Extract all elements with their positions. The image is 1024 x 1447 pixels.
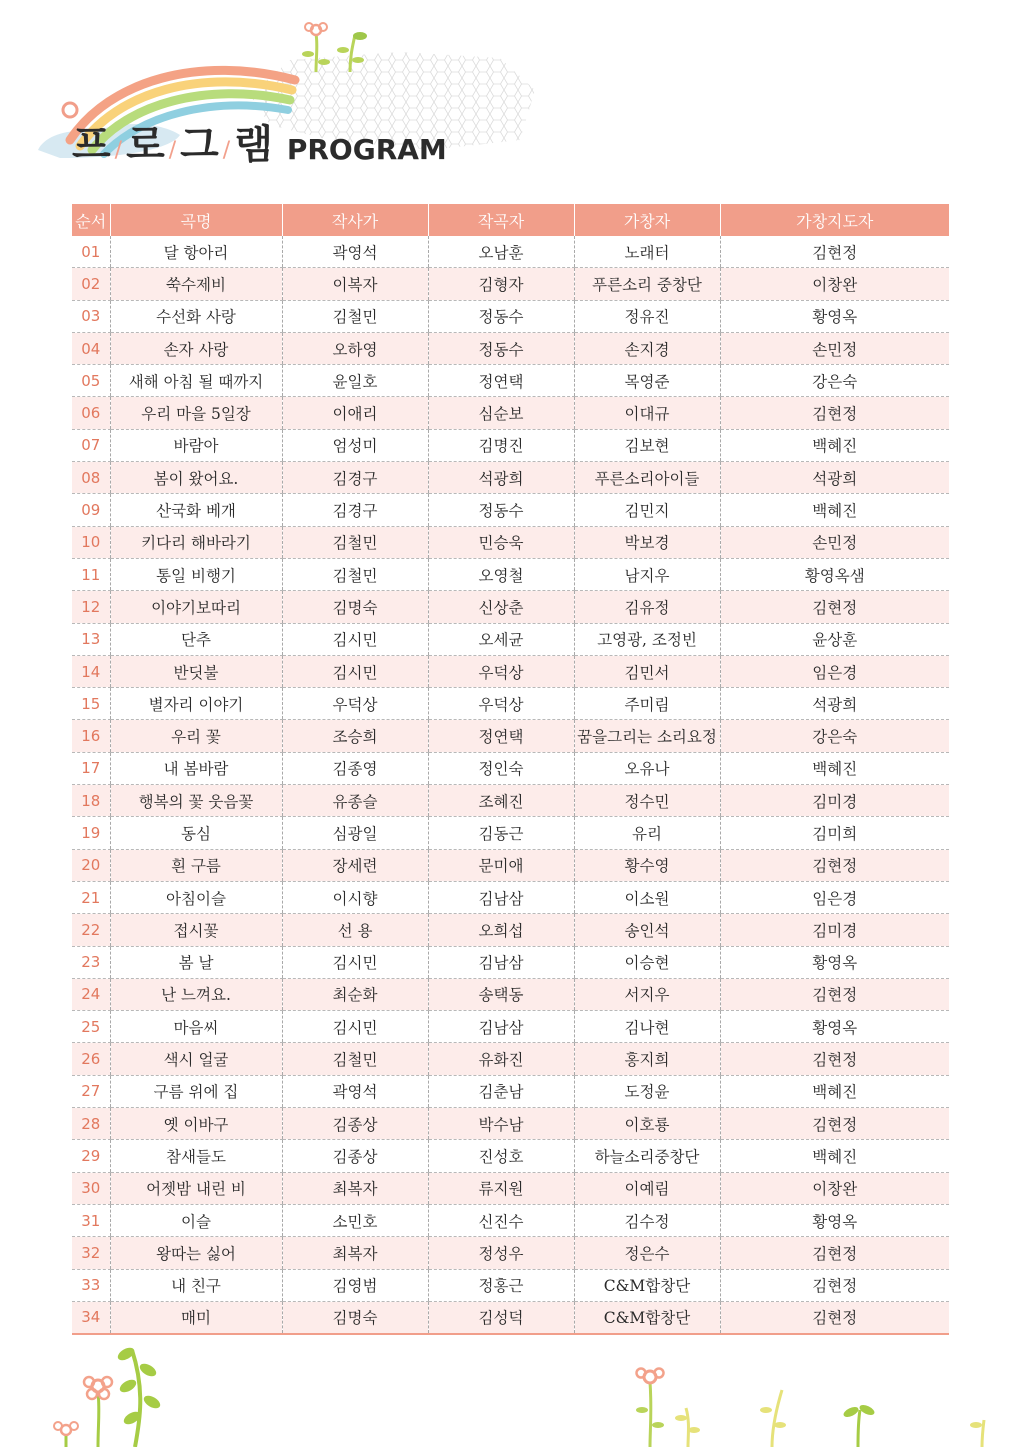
cell-lyricist: 김시민 xyxy=(282,623,428,655)
cell-lyricist: 김시민 xyxy=(282,1011,428,1043)
cell-vocal-director: 김현정 xyxy=(720,1043,949,1075)
cell-order: 09 xyxy=(72,494,110,526)
cell-lyricist: 소민호 xyxy=(282,1204,428,1236)
title-separator: / xyxy=(114,138,123,163)
cell-vocal-director: 백혜진 xyxy=(720,1140,949,1172)
cell-order: 18 xyxy=(72,785,110,817)
cell-order: 05 xyxy=(72,365,110,397)
cell-composer: 김남삼 xyxy=(428,881,574,913)
cell-singer: 서지우 xyxy=(574,978,720,1010)
cell-lyricist: 김경구 xyxy=(282,462,428,494)
cell-song-title: 봄이 왔어요. xyxy=(110,462,282,494)
cell-singer: C&M합창단 xyxy=(574,1269,720,1301)
cell-order: 32 xyxy=(72,1237,110,1269)
cell-vocal-director: 강은숙 xyxy=(720,720,949,752)
table-row xyxy=(72,1011,949,1043)
cell-singer: C&M합창단 xyxy=(574,1301,720,1334)
table-row xyxy=(72,655,949,687)
cell-singer: 오유나 xyxy=(574,752,720,784)
table-row xyxy=(72,1237,949,1269)
cell-song-title: 봄 날 xyxy=(110,946,282,978)
table-row xyxy=(72,332,949,364)
cell-song-title: 어젯밤 내린 비 xyxy=(110,1172,282,1204)
cell-song-title: 옛 이바구 xyxy=(110,1108,282,1140)
cell-order: 16 xyxy=(72,720,110,752)
table-row xyxy=(72,881,949,913)
table-row xyxy=(72,978,949,1010)
cell-song-title: 마음씨 xyxy=(110,1011,282,1043)
cell-order: 12 xyxy=(72,591,110,623)
cell-composer: 류지원 xyxy=(428,1172,574,1204)
cell-song-title: 접시꽃 xyxy=(110,914,282,946)
cell-order: 06 xyxy=(72,397,110,429)
cell-vocal-director: 김미경 xyxy=(720,785,949,817)
cell-singer: 이소원 xyxy=(574,881,720,913)
cell-composer: 정동수 xyxy=(428,300,574,332)
cell-song-title: 키다리 해바라기 xyxy=(110,526,282,558)
cell-order: 14 xyxy=(72,655,110,687)
cell-singer: 유리 xyxy=(574,817,720,849)
cell-song-title: 난 느껴요. xyxy=(110,978,282,1010)
cell-vocal-director: 김미희 xyxy=(720,817,949,849)
cell-vocal-director: 김현정 xyxy=(720,1301,949,1334)
cell-lyricist: 선 용 xyxy=(282,914,428,946)
cell-order: 23 xyxy=(72,946,110,978)
cell-lyricist: 김철민 xyxy=(282,558,428,590)
table-row xyxy=(72,397,949,429)
table-row xyxy=(72,236,949,268)
cell-singer: 김수정 xyxy=(574,1204,720,1236)
header-vocal-director: 가창지도자 xyxy=(720,204,949,236)
cell-lyricist: 엄성미 xyxy=(282,429,428,461)
footer-decoration xyxy=(0,1330,1024,1447)
cell-song-title: 왕따는 싫어 xyxy=(110,1237,282,1269)
cell-song-title: 동심 xyxy=(110,817,282,849)
cell-composer: 박수남 xyxy=(428,1108,574,1140)
cell-composer: 김성덕 xyxy=(428,1301,574,1334)
table-row xyxy=(72,914,949,946)
cell-song-title: 손자 사랑 xyxy=(110,332,282,364)
page-title xyxy=(72,112,447,168)
cell-lyricist: 김명숙 xyxy=(282,1301,428,1334)
cell-lyricist: 최복자 xyxy=(282,1172,428,1204)
cell-vocal-director: 황영옥 xyxy=(720,1011,949,1043)
cell-song-title: 내 친구 xyxy=(110,1269,282,1301)
cell-song-title: 단추 xyxy=(110,623,282,655)
cell-order: 34 xyxy=(72,1301,110,1334)
cell-composer: 석광희 xyxy=(428,462,574,494)
cell-vocal-director: 황영옥샘 xyxy=(720,558,949,590)
cell-vocal-director: 석광희 xyxy=(720,688,949,720)
cell-singer: 주미림 xyxy=(574,688,720,720)
cell-vocal-director: 황영옥 xyxy=(720,300,949,332)
cell-composer: 정연택 xyxy=(428,720,574,752)
cell-composer: 정동수 xyxy=(428,494,574,526)
cell-vocal-director: 임은경 xyxy=(720,881,949,913)
cell-order: 30 xyxy=(72,1172,110,1204)
cell-song-title: 산국화 베개 xyxy=(110,494,282,526)
cell-composer: 김동근 xyxy=(428,817,574,849)
table-row xyxy=(72,817,949,849)
cell-composer: 오영철 xyxy=(428,558,574,590)
cell-singer: 김민지 xyxy=(574,494,720,526)
title-char: 프 xyxy=(72,122,111,168)
cell-order: 19 xyxy=(72,817,110,849)
cell-vocal-director: 김현정 xyxy=(720,849,949,881)
cell-singer: 홍지희 xyxy=(574,1043,720,1075)
header-singer: 가창자 xyxy=(574,204,720,236)
cell-singer: 정은수 xyxy=(574,1237,720,1269)
cell-lyricist: 곽영석 xyxy=(282,236,428,268)
flower-icon xyxy=(54,1422,78,1447)
cell-lyricist: 김영범 xyxy=(282,1269,428,1301)
cell-song-title: 바람아 xyxy=(110,429,282,461)
cell-lyricist: 최순화 xyxy=(282,978,428,1010)
cell-lyricist: 김시민 xyxy=(282,655,428,687)
cell-singer: 푸른소리아이들 xyxy=(574,462,720,494)
cell-order: 13 xyxy=(72,623,110,655)
cell-order: 02 xyxy=(72,268,110,300)
title-separator: / xyxy=(222,138,231,163)
cell-lyricist: 장세련 xyxy=(282,849,428,881)
cell-lyricist: 김시민 xyxy=(282,946,428,978)
header-song-title: 곡명 xyxy=(110,204,282,236)
cell-composer: 송택동 xyxy=(428,978,574,1010)
cell-singer: 도정윤 xyxy=(574,1075,720,1107)
cell-order: 28 xyxy=(72,1108,110,1140)
cell-lyricist: 최복자 xyxy=(282,1237,428,1269)
cell-singer: 꿈을그리는 소리요정 xyxy=(574,720,720,752)
cell-lyricist: 심광일 xyxy=(282,817,428,849)
cell-composer: 정연택 xyxy=(428,365,574,397)
title-separator: / xyxy=(168,138,177,163)
cell-composer: 오세균 xyxy=(428,623,574,655)
cell-singer: 정수민 xyxy=(574,785,720,817)
cell-song-title: 통일 비행기 xyxy=(110,558,282,590)
cell-order: 22 xyxy=(72,914,110,946)
cell-vocal-director: 백혜진 xyxy=(720,494,949,526)
cell-song-title: 아침이슬 xyxy=(110,881,282,913)
table-row xyxy=(72,494,949,526)
sprout-leaf-icon xyxy=(842,1403,876,1447)
cell-singer: 노래터 xyxy=(574,236,720,268)
cell-order: 27 xyxy=(72,1075,110,1107)
cell-song-title: 쑥수제비 xyxy=(110,268,282,300)
table-row xyxy=(72,623,949,655)
table-row xyxy=(72,1269,949,1301)
cell-singer: 이대규 xyxy=(574,397,720,429)
cell-lyricist: 김종상 xyxy=(282,1140,428,1172)
table-row xyxy=(72,462,949,494)
cell-order: 15 xyxy=(72,688,110,720)
cell-vocal-director: 백혜진 xyxy=(720,1075,949,1107)
cell-order: 11 xyxy=(72,558,110,590)
vine-leaf-icon xyxy=(116,1345,163,1447)
cell-song-title: 이슬 xyxy=(110,1204,282,1236)
cell-composer: 정인숙 xyxy=(428,752,574,784)
cell-vocal-director: 김현정 xyxy=(720,236,949,268)
cell-order: 08 xyxy=(72,462,110,494)
cell-singer: 김민서 xyxy=(574,655,720,687)
cell-composer: 신진수 xyxy=(428,1204,574,1236)
cell-order: 17 xyxy=(72,752,110,784)
header-decoration xyxy=(0,0,1024,180)
cell-song-title: 수선화 사랑 xyxy=(110,300,282,332)
cell-composer: 심순보 xyxy=(428,397,574,429)
table-row xyxy=(72,591,949,623)
cell-order: 07 xyxy=(72,429,110,461)
program-table xyxy=(72,204,949,1335)
cell-song-title: 참새들도 xyxy=(110,1140,282,1172)
cell-composer: 조혜진 xyxy=(428,785,574,817)
cell-vocal-director: 백혜진 xyxy=(720,429,949,461)
cell-composer: 김남삼 xyxy=(428,946,574,978)
header-composer: 작곡자 xyxy=(428,204,574,236)
sprout-leaf-icon xyxy=(970,1420,984,1447)
table-body xyxy=(72,236,949,1334)
table-row xyxy=(72,752,949,784)
cell-lyricist: 우덕상 xyxy=(282,688,428,720)
table-row xyxy=(72,688,949,720)
table-header-row xyxy=(72,204,949,236)
cell-composer: 김명진 xyxy=(428,429,574,461)
cell-lyricist: 김철민 xyxy=(282,300,428,332)
cell-composer: 우덕상 xyxy=(428,655,574,687)
table-row xyxy=(72,268,949,300)
cell-vocal-director: 황영옥 xyxy=(720,946,949,978)
cell-singer: 황수영 xyxy=(574,849,720,881)
cell-song-title: 우리 꽃 xyxy=(110,720,282,752)
cell-song-title: 이야기보따리 xyxy=(110,591,282,623)
cell-vocal-director: 임은경 xyxy=(720,655,949,687)
cell-singer: 목영준 xyxy=(574,365,720,397)
cell-order: 24 xyxy=(72,978,110,1010)
cell-singer: 푸른소리 중창단 xyxy=(574,268,720,300)
cell-vocal-director: 김미경 xyxy=(720,914,949,946)
cell-lyricist: 조승희 xyxy=(282,720,428,752)
cell-song-title: 매미 xyxy=(110,1301,282,1334)
cell-song-title: 행복의 꽃 웃음꽃 xyxy=(110,785,282,817)
cell-composer: 김춘남 xyxy=(428,1075,574,1107)
cell-composer: 김형자 xyxy=(428,268,574,300)
cell-song-title: 달 항아리 xyxy=(110,236,282,268)
table-row xyxy=(72,1043,949,1075)
cell-order: 01 xyxy=(72,236,110,268)
title-char: 그 xyxy=(180,122,219,168)
cell-vocal-director: 이창완 xyxy=(720,268,949,300)
cell-lyricist: 이시향 xyxy=(282,881,428,913)
cell-singer: 하늘소리중창단 xyxy=(574,1140,720,1172)
cell-lyricist: 곽영석 xyxy=(282,1075,428,1107)
cell-vocal-director: 김현정 xyxy=(720,591,949,623)
table-row xyxy=(72,785,949,817)
cell-singer: 이호룡 xyxy=(574,1108,720,1140)
cell-lyricist: 김종상 xyxy=(282,1108,428,1140)
cell-lyricist: 김철민 xyxy=(282,526,428,558)
cell-vocal-director: 석광희 xyxy=(720,462,949,494)
cell-singer: 김나현 xyxy=(574,1011,720,1043)
cell-composer: 민승욱 xyxy=(428,526,574,558)
cell-order: 04 xyxy=(72,332,110,364)
cell-song-title: 새해 아침 될 때까지 xyxy=(110,365,282,397)
cell-order: 20 xyxy=(72,849,110,881)
table-row xyxy=(72,1204,949,1236)
cell-composer: 유화진 xyxy=(428,1043,574,1075)
cell-composer: 정성우 xyxy=(428,1237,574,1269)
cell-vocal-director: 김현정 xyxy=(720,1237,949,1269)
cell-singer: 남지우 xyxy=(574,558,720,590)
table-row xyxy=(72,946,949,978)
table-row xyxy=(72,1108,949,1140)
cell-lyricist: 이애리 xyxy=(282,397,428,429)
cell-lyricist: 이복자 xyxy=(282,268,428,300)
cell-vocal-director: 이창완 xyxy=(720,1172,949,1204)
cell-composer: 신상춘 xyxy=(428,591,574,623)
sprout-leaf-icon xyxy=(760,1390,786,1447)
header-order: 순서 xyxy=(72,204,110,236)
cell-lyricist: 김경구 xyxy=(282,494,428,526)
table-row xyxy=(72,526,949,558)
cell-lyricist: 김종영 xyxy=(282,752,428,784)
cell-singer: 고영광, 조정빈 xyxy=(574,623,720,655)
cell-song-title: 우리 마을 5일장 xyxy=(110,397,282,429)
cell-composer: 우덕상 xyxy=(428,688,574,720)
table-row xyxy=(72,429,949,461)
cell-song-title: 반딧불 xyxy=(110,655,282,687)
cell-lyricist: 오하영 xyxy=(282,332,428,364)
cell-singer: 이승현 xyxy=(574,946,720,978)
cell-singer: 김유정 xyxy=(574,591,720,623)
cell-vocal-director: 강은숙 xyxy=(720,365,949,397)
cell-singer: 박보경 xyxy=(574,526,720,558)
cell-composer: 진성호 xyxy=(428,1140,574,1172)
cell-order: 10 xyxy=(72,526,110,558)
table-row xyxy=(72,558,949,590)
title-english: PROGRAM xyxy=(286,133,447,166)
cell-song-title: 별자리 이야기 xyxy=(110,688,282,720)
title-char: 램 xyxy=(234,122,273,168)
header-lyricist: 작사가 xyxy=(282,204,428,236)
sprout-leaf-icon xyxy=(675,1408,700,1447)
table-row xyxy=(72,1140,949,1172)
table-row xyxy=(72,720,949,752)
cell-vocal-director: 백혜진 xyxy=(720,752,949,784)
cell-composer: 문미애 xyxy=(428,849,574,881)
cell-vocal-director: 김현정 xyxy=(720,1269,949,1301)
cell-singer: 송인석 xyxy=(574,914,720,946)
cell-composer: 오희섭 xyxy=(428,914,574,946)
flower-icon xyxy=(84,1377,112,1447)
cell-song-title: 내 봄바람 xyxy=(110,752,282,784)
cell-vocal-director: 손민정 xyxy=(720,332,949,364)
table-row xyxy=(72,1075,949,1107)
cell-lyricist: 유종슬 xyxy=(282,785,428,817)
flower-icon xyxy=(636,1369,664,1447)
cell-vocal-director: 김현정 xyxy=(720,978,949,1010)
cell-singer: 정유진 xyxy=(574,300,720,332)
cell-composer: 정동수 xyxy=(428,332,574,364)
cell-vocal-director: 김현정 xyxy=(720,1108,949,1140)
cell-vocal-director: 손민정 xyxy=(720,526,949,558)
cell-singer: 이예림 xyxy=(574,1172,720,1204)
cell-composer: 정홍근 xyxy=(428,1269,574,1301)
cell-song-title: 구름 위에 집 xyxy=(110,1075,282,1107)
cell-lyricist: 김철민 xyxy=(282,1043,428,1075)
title-char: 로 xyxy=(126,122,165,168)
cell-vocal-director: 김현정 xyxy=(720,397,949,429)
cell-composer: 김남삼 xyxy=(428,1011,574,1043)
table-row xyxy=(72,849,949,881)
cell-order: 25 xyxy=(72,1011,110,1043)
cell-song-title: 흰 구름 xyxy=(110,849,282,881)
cell-singer: 손지경 xyxy=(574,332,720,364)
cell-order: 21 xyxy=(72,881,110,913)
table-row xyxy=(72,365,949,397)
flower-vines-illustration xyxy=(0,1330,1024,1447)
cell-order: 33 xyxy=(72,1269,110,1301)
cell-order: 03 xyxy=(72,300,110,332)
cell-lyricist: 김명숙 xyxy=(282,591,428,623)
table-row xyxy=(72,1172,949,1204)
cell-vocal-director: 황영옥 xyxy=(720,1204,949,1236)
cell-vocal-director: 윤상훈 xyxy=(720,623,949,655)
cell-singer: 김보현 xyxy=(574,429,720,461)
cell-song-title: 색시 얼굴 xyxy=(110,1043,282,1075)
table-row xyxy=(72,300,949,332)
cell-order: 26 xyxy=(72,1043,110,1075)
cell-order: 31 xyxy=(72,1204,110,1236)
cell-composer: 오남훈 xyxy=(428,236,574,268)
cell-lyricist: 윤일호 xyxy=(282,365,428,397)
cell-order: 29 xyxy=(72,1140,110,1172)
